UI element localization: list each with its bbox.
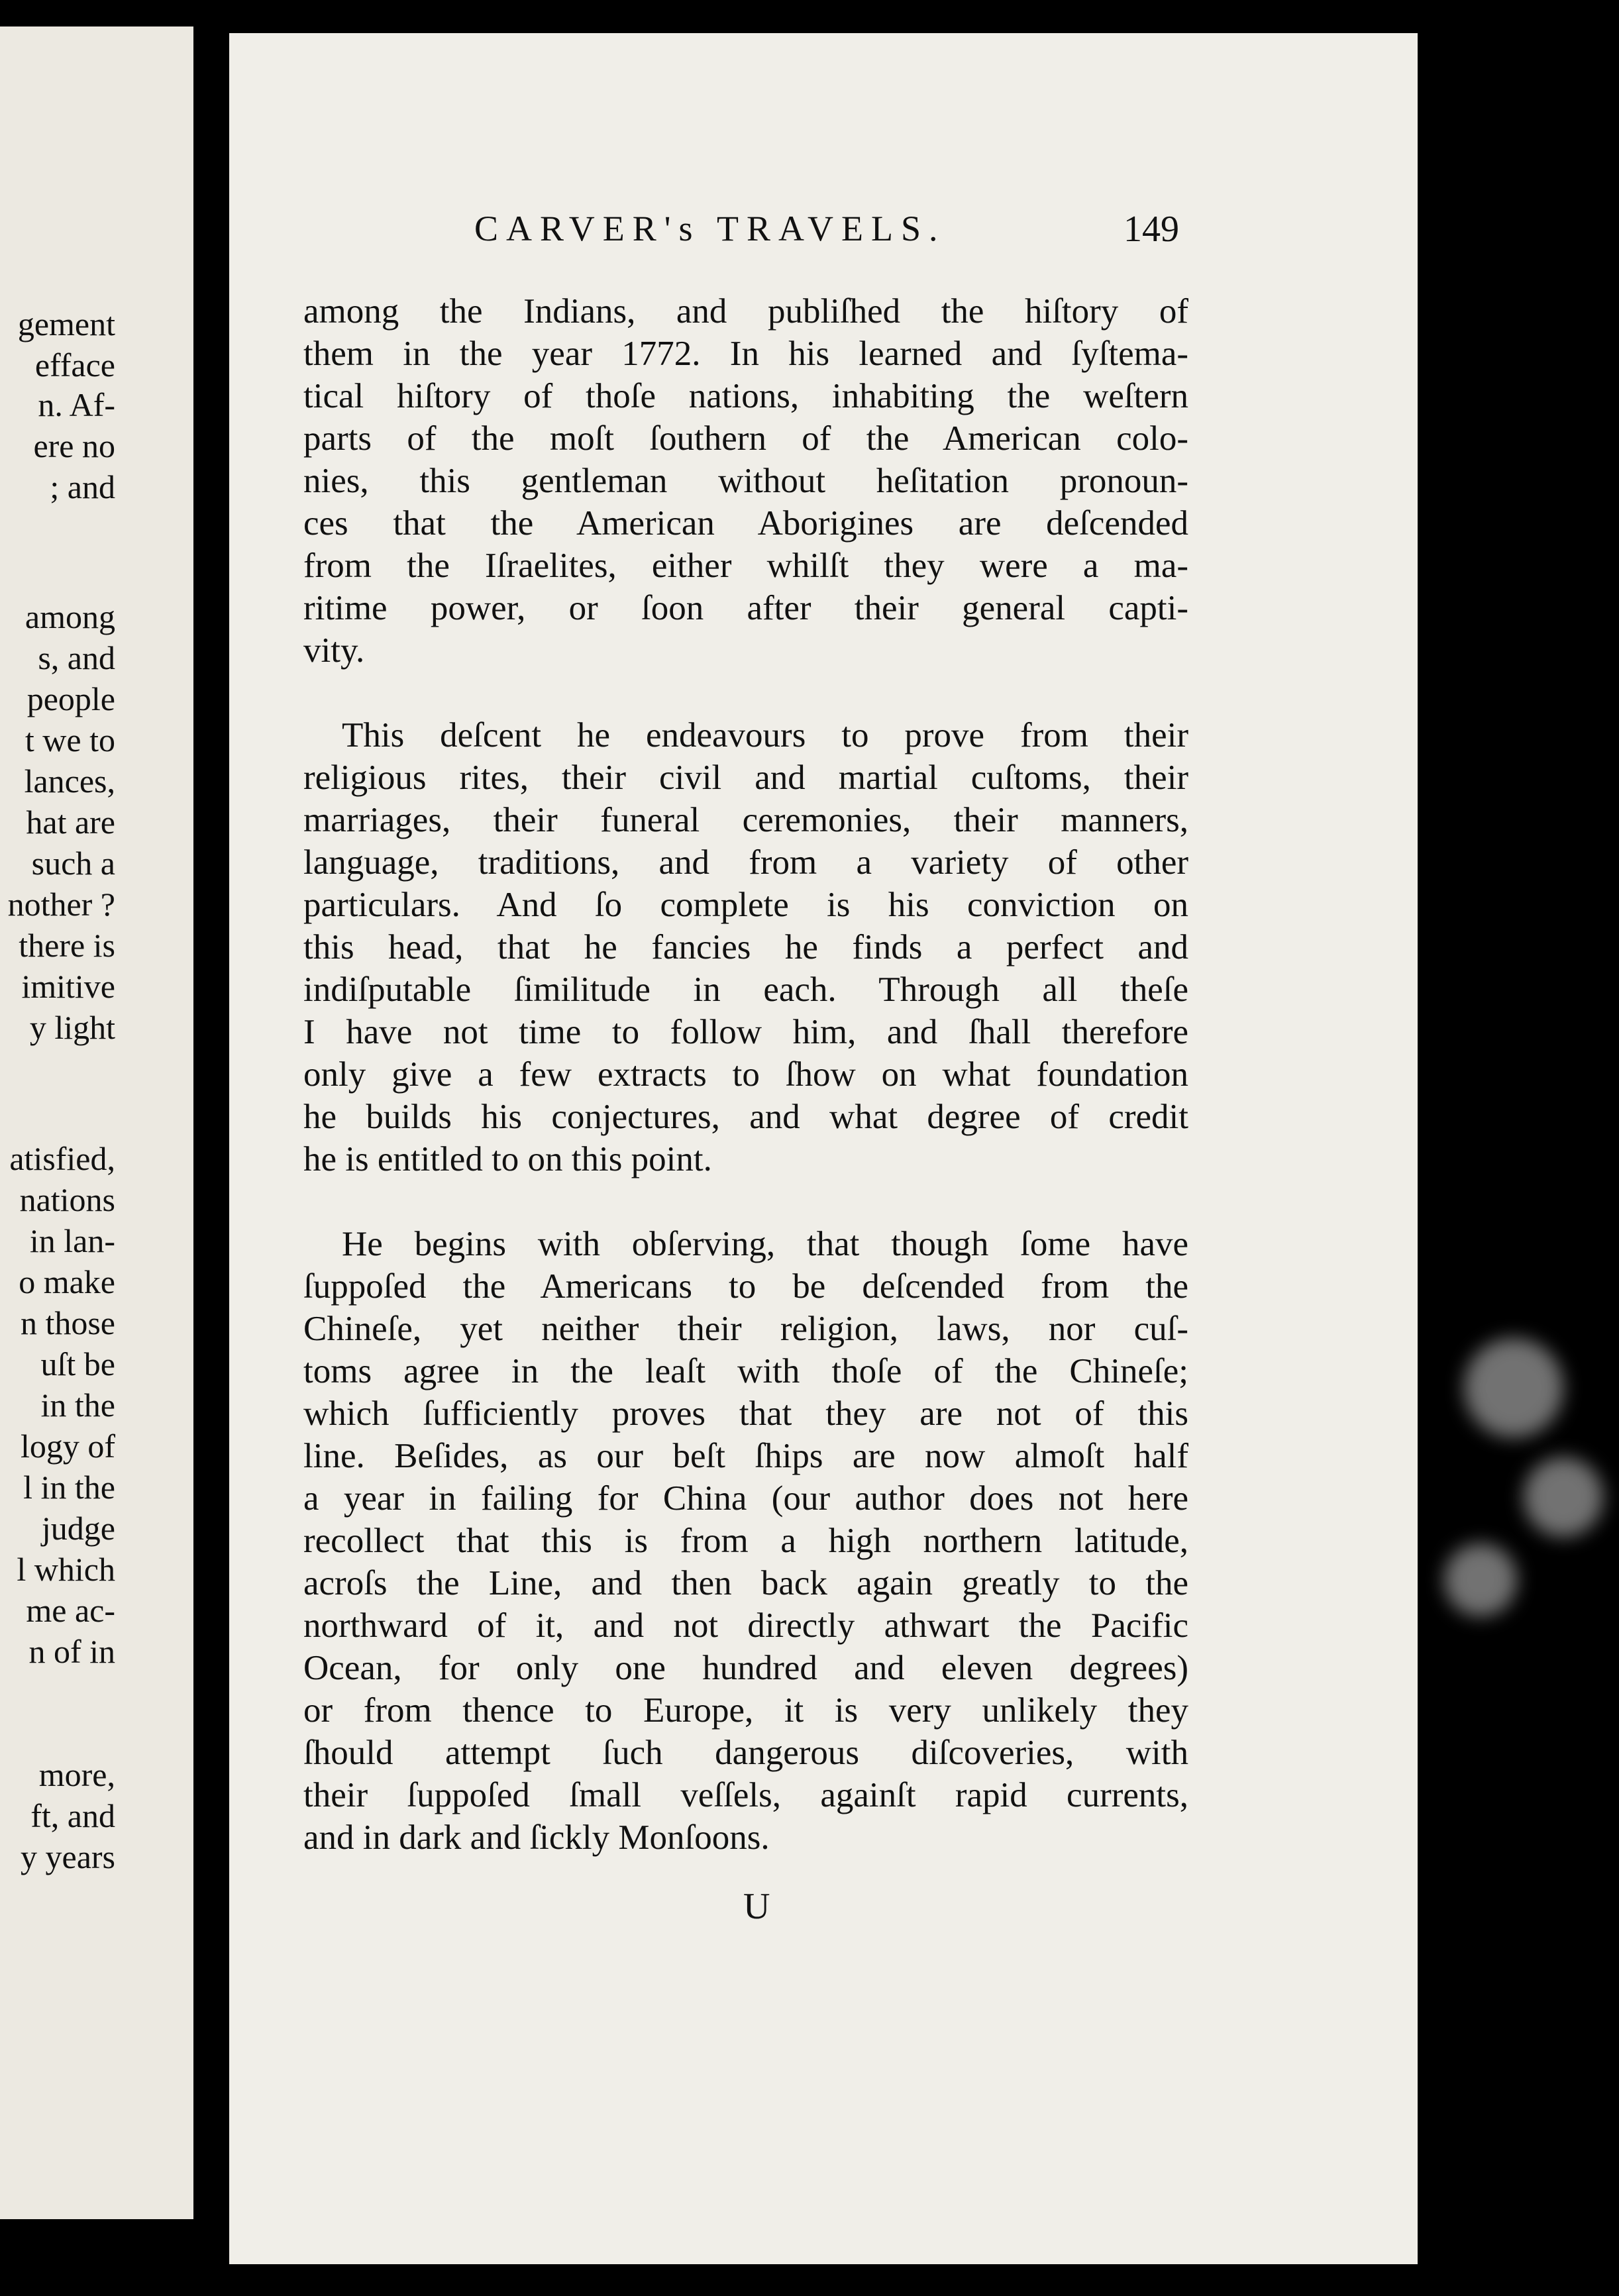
text-line: religious rites, their civil and martial cuſtoms, their [303, 758, 1188, 797]
left-line: n those [20, 1304, 115, 1341]
text-line: them in the year 1772. In his learned and ſyſtema- [303, 335, 1188, 373]
left-line: s, and [38, 639, 115, 676]
text-line: I have not time to follow him, and ſhall therefore [303, 1013, 1188, 1051]
text-line: this head, that he fancies he finds a perfect and [303, 928, 1188, 966]
text-line: he builds his conjectures, and what degree of credit [303, 1098, 1188, 1136]
text-line: which ſufficiently proves that they are not of this [303, 1394, 1188, 1433]
text-line: nies, this gentleman without heſitation pronoun- [303, 462, 1188, 500]
left-line: hat are [26, 804, 115, 841]
scan-glare [1444, 1543, 1517, 1616]
left-line: me ac- [26, 1592, 115, 1629]
book-gutter [193, 0, 229, 2296]
text-line: parts of the moſt ſouthern of the American colo- [303, 419, 1188, 458]
page-number: 149 [1123, 209, 1179, 250]
left-line: nations [19, 1181, 115, 1218]
left-line: judge [41, 1510, 115, 1547]
text-line: ritime power, or ſoon after their general capti- [303, 589, 1188, 627]
left-line: nother ? [7, 886, 115, 923]
left-line: n. Af- [38, 386, 115, 423]
left-line: l which [17, 1551, 115, 1588]
text-line: indiſputable ſimilitude in each. Through all theſe [303, 970, 1188, 1009]
text-line: toms agree in the leaſt with thoſe of the Chineſe; [303, 1352, 1188, 1390]
left-line: y years [21, 1838, 115, 1875]
signature-mark: U [743, 1886, 770, 1927]
text-line: particulars. And ſo complete is his conviction on [303, 886, 1188, 924]
left-line: l in the [23, 1469, 115, 1506]
text-line: among the Indians, and publiſhed the hiſtory of [303, 292, 1188, 331]
text-line: Ocean, for only one hundred and eleven degrees) [303, 1649, 1188, 1687]
scan-glare [1524, 1457, 1603, 1537]
left-line: gement [17, 305, 115, 342]
text-line: ſhould attempt ſuch dangerous diſcoveries, with [303, 1734, 1188, 1772]
left-line: logy of [20, 1428, 115, 1465]
left-line: n of in [28, 1633, 115, 1670]
left-line: there is [19, 927, 115, 964]
text-line: recollect that this is from a high northern latitude, [303, 1522, 1188, 1560]
text-line: marriages, their funeral ceremonies, their manners, [303, 801, 1188, 839]
left-line: such a [31, 845, 115, 882]
text-line: ſuppoſed the Americans to be deſcended from the [303, 1267, 1188, 1306]
left-line: t we to [25, 721, 115, 758]
text-line: and in dark and ſickly Monſoons. [303, 1818, 770, 1857]
text-line: tical hiſtory of thoſe nations, inhabiting the weſtern [303, 377, 1188, 415]
text-line: He begins with obſerving, that though ſome have [342, 1225, 1188, 1263]
text-line: northward of it, and not directly athwart the Pacific [303, 1606, 1188, 1645]
running-head [229, 208, 1418, 261]
text-line: This deſcent he endeavours to prove from their [342, 716, 1188, 755]
left-line: y light [29, 1009, 115, 1046]
left-line: o make [19, 1263, 115, 1300]
left-line: in the [40, 1386, 115, 1424]
left-facing-page [0, 26, 193, 2219]
left-line: atisfied, [9, 1140, 115, 1177]
running-head-title: CARVER's TRAVELS. [474, 209, 946, 248]
scan-background [1418, 0, 1619, 2296]
left-line: lances, [24, 762, 115, 800]
text-line: from the Iſraelites, either whilſt they were a ma- [303, 547, 1188, 585]
text-line: a year in failing for China (our author does not here [303, 1479, 1188, 1518]
text-line: he is entitled to on this point. [303, 1140, 712, 1178]
text-line: line. Beſides, as our beſt ſhips are now almoſt half [303, 1437, 1188, 1475]
left-line: among [25, 598, 115, 635]
scan-glare [1464, 1338, 1563, 1437]
left-line: more, [38, 1756, 115, 1793]
text-line: Chineſe, yet neither their religion, laws, nor cuſ- [303, 1310, 1188, 1348]
left-line: uſt be [40, 1345, 115, 1383]
left-line: efface [34, 346, 115, 384]
text-line: acroſs the Line, and then back again greatly to the [303, 1564, 1188, 1602]
text-line: only give a few extracts to ſhow on what foundation [303, 1055, 1188, 1094]
book-page [229, 33, 1418, 2264]
left-line: ere no [33, 427, 115, 464]
left-line: people [26, 680, 115, 717]
text-line: ces that the American Aborigines are deſcended [303, 504, 1188, 543]
left-line: ; and [50, 468, 115, 505]
left-line: imitive [21, 968, 115, 1005]
left-line: in lan- [29, 1222, 115, 1259]
text-line: their ſuppoſed ſmall veſſels, againſt rapid currents, [303, 1776, 1188, 1814]
text-line: vity. [303, 631, 365, 670]
left-line: ft, and [30, 1797, 115, 1834]
text-line: or from thence to Europe, it is very unlikely they [303, 1691, 1188, 1730]
text-line: language, traditions, and from a variety of other [303, 843, 1188, 882]
